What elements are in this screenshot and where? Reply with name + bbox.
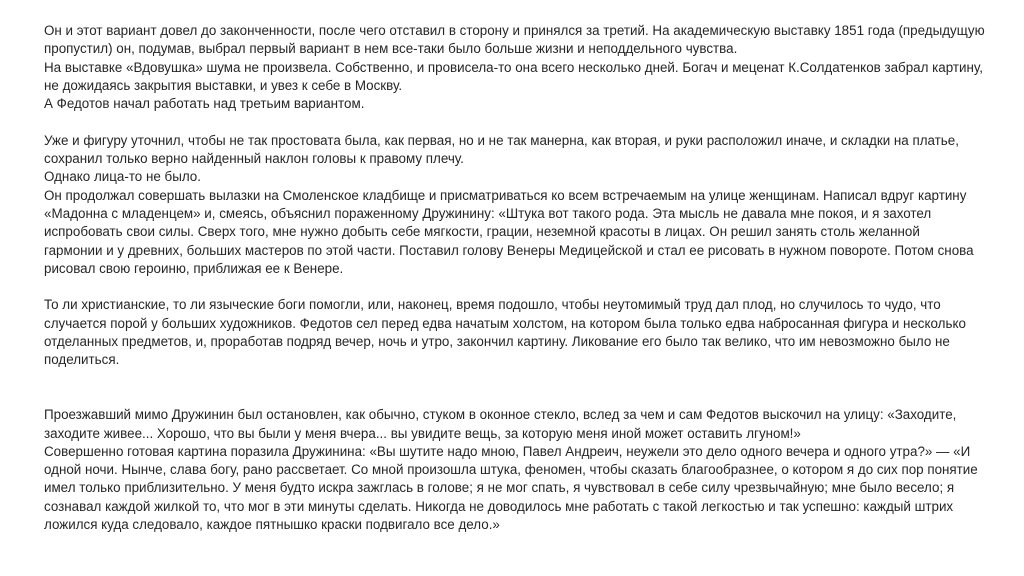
text-line: А Федотов начал работать над третьим вариантом. (44, 96, 365, 112)
paragraph (44, 132, 1004, 169)
text-line: То ли христианские, то ли языческие боги помогли, или, наконец, время подошло, чтобы неутомимый труд дал плод, но случилось то чудо, что (44, 297, 941, 313)
text-line: Однако лица-то не было. (44, 169, 201, 185)
text-line: поделиться. (44, 352, 120, 368)
text-line: заходите живее... Хорошо, что вы были у меня вчера... вы увидите вещь, за которую меня иной может оставить лгуном!» (44, 425, 801, 441)
text-line: Уже и фигуру уточнил, чтобы не так простовата была, как первая, но и не так манерна, как вторая, и руки расположил иначе, и складки на платье, (44, 132, 959, 148)
paragraph-spacer (44, 113, 1004, 131)
text-line: одной ночи. Нынче, слава богу, рано рассветает. Со мной произошла штука, феномен, чтобы сказать благообразнее, о котором я до сих пор понятие (44, 462, 978, 478)
paragraph (44, 296, 1004, 369)
text-line: ложился куда следовало, каждое пятнышко краски подвигало все дело.» (44, 517, 500, 533)
paragraph (44, 187, 1004, 278)
text-line: Он и этот вариант довел до законченности, после чего отставил в сторону и принялся за третий. На академическую выставку 1851 года (предыдущую (44, 23, 985, 38)
text-line: гармонии и у древних, больших мастеров по этой части. Поставил голову Венеры Медицейской и стал ее рисовать в нужном повороте. Потом снова (44, 242, 974, 258)
paragraph (44, 22, 1004, 59)
text-line: Совершенно готовая картина поразила Дружинина: «Вы шутите надо мною, Павел Андреич, неужели это дело одного вечера и одного утра?» — «И (44, 443, 971, 459)
text-line: испробовать свои силы. Сверх того, мне нужно добыть себе мягкости, грации, неземной красоты в лицах. Он решил занять столь желанной (44, 224, 920, 240)
text-line: не дожидаясь закрытия выставки, и увез к себе в Москву. (44, 77, 403, 93)
text-line: отделанных предметов, и, проработав подряд вечер, ночь и утро, закончил картину. Ликование его было так велико, что им невозможно было не (44, 334, 950, 350)
paragraph (44, 168, 1004, 186)
text-line: сохранил только верно найденный наклон головы к правому плечу. (44, 151, 464, 167)
paragraph (44, 95, 1004, 113)
text-line: «Мадонна с младенцем» и, смеясь, объяснил пораженному Дружинину: «Штука вот такого рода. Эта мысль не давала мне покоя, и я захотел (44, 205, 932, 221)
paragraph (44, 406, 1004, 443)
text-line: имел только приблизительно. У меня будто искра зажглась в голове; я не мог спать, я чувствовал в себе силу чрезвычайную; мне было весело; я (44, 480, 955, 496)
text-line: случается порой у больших художников. Федотов сел перед едва начатым холстом, на котором была только едва набросанная фигура и несколько (44, 315, 966, 331)
paragraph (44, 59, 1004, 96)
paragraph-spacer (44, 370, 1004, 407)
text-line: Он продолжал совершать вылазки на Смоленское кладбище и присматриваться ко всем встречаемым на улице женщинам. Написал вдруг картину (44, 187, 967, 203)
text-line: рисовал свою героиню, приближая ее к Венере. (44, 260, 344, 276)
slide-text-body (44, 22, 1004, 534)
paragraph (44, 443, 1004, 534)
text-line: На выставке «Вдовушка» шума не произвела. Собственно, и провисела-то она всего несколько дней. Богач и меценат К.Солдатенков забрал картину, (44, 59, 983, 75)
text-line: пропустил) он, подумав, выбрал первый вариант в нем все-таки было больше жизни и неподдельного чувства. (44, 41, 738, 57)
text-line: сознавал каждой жилкой то, что мог в эти минуты сделать. Никогда не доводилось мне работать с такой легкостью и так успешно: каждый штрих (44, 498, 954, 514)
paragraph-spacer (44, 278, 1004, 296)
text-line: Проезжавший мимо Дружинин был остановлен, как обычно, стуком в оконное стекло, вслед за чем и сам Федотов выскочил на улицу: «Заходите, (44, 407, 957, 423)
